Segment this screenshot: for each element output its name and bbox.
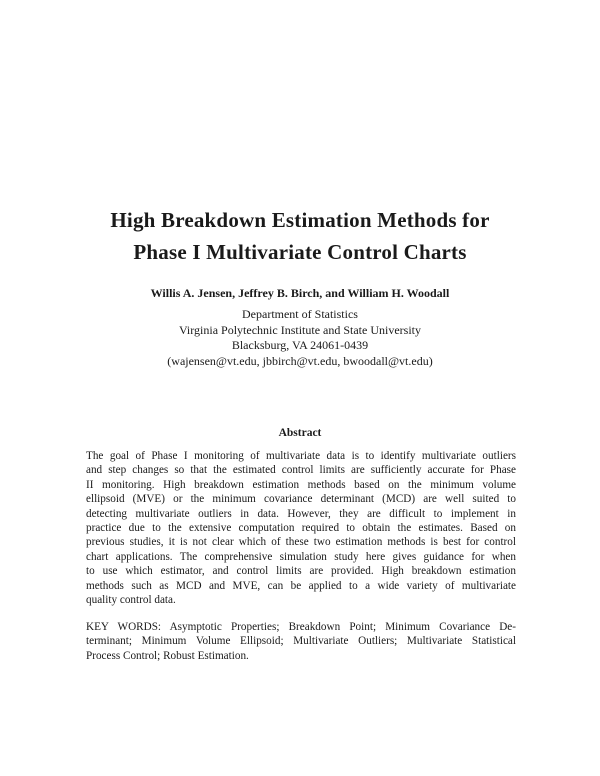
title-line-2: Phase I Multivariate Control Charts [133, 240, 467, 264]
keywords-block [86, 620, 516, 663]
paper-title [0, 204, 600, 268]
keywords-line: terminant; Minimum Volume Ellipsoid; Multivariate Outliers; Multivariate Statistical [86, 635, 516, 648]
affiliation-block [0, 307, 600, 369]
abstract-line: detecting multivariate outliers in data. However, they are difficult to implement in [86, 507, 516, 520]
abstract-line: previous studies, it is not clear which of these two estimation methods is best for control [86, 536, 516, 549]
author-list: Willis A. Jensen, Jeffrey B. Birch, and William H. Woodall [150, 286, 450, 300]
abstract-line: The goal of Phase I monitoring of multivariate data is to identify multivariate outliers [86, 450, 516, 462]
department: Department of Statistics [242, 307, 358, 321]
abstract-line: ellipsoid (MVE) or the minimum covariance determinant (MCD) are well suited to [86, 493, 516, 506]
abstract-line: quality control data. [86, 594, 176, 607]
keywords-line: KEY WORDS: Asymptotic Properties; Breakdown Point; Minimum Covariance De- [86, 621, 516, 633]
abstract-line: and step changes so that the estimated control limits are sufficiently accurate for Phase [86, 464, 516, 477]
abstract-line: methods such as MCD and MVE, can be applied to a wide variety of multivariate [86, 579, 516, 592]
title-line-1: High Breakdown Estimation Methods for [110, 208, 490, 232]
author-emails: (wajensen@vt.edu, jbbirch@vt.edu, bwoodall@vt.edu) [167, 353, 433, 368]
abstract-line: practice due to the extensive computation required to obtain the estimates. Based on [86, 522, 516, 535]
abstract-line: chart applications. The comprehensive simulation study here gives guidance for when [86, 550, 516, 563]
abstract-line: to use which estimator, and control limits are provided. High breakdown estimation [86, 565, 516, 578]
abstract-line: II monitoring. High breakdown estimation methods based on the minimum volume [86, 478, 516, 491]
institution: Virginia Polytechnic Institute and State University [178, 322, 421, 337]
abstract-heading: Abstract [278, 427, 322, 439]
address: Blacksburg, VA 24061-0439 [231, 338, 369, 352]
keywords-line: Process Control; Robust Estimation. [86, 649, 249, 662]
abstract-body [86, 449, 516, 607]
